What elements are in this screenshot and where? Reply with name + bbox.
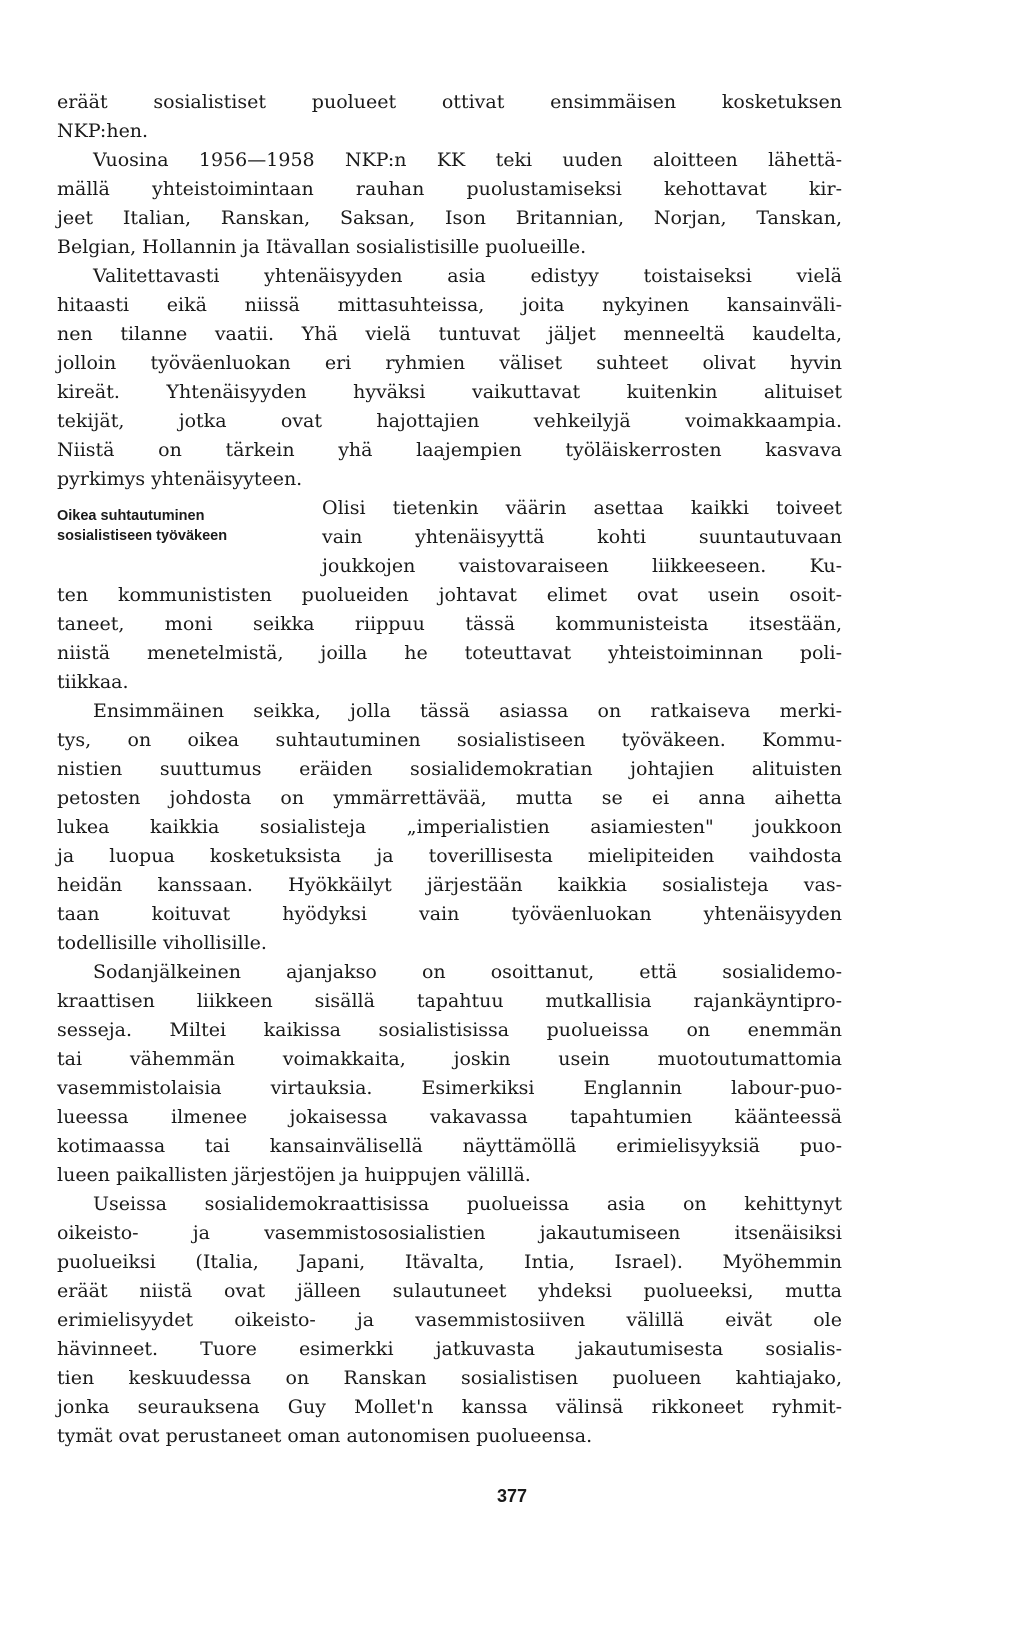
text-line: ja luopua kosketuksista ja toverillisesta mielipiteiden vaihdosta (57, 845, 842, 867)
text-line: mällä yhteistoimintaan rauhan puolustamiseksi kehottavat kir- (57, 178, 842, 200)
text-line: tiikkaa. (57, 671, 129, 693)
text-line: eräät niistä ovat jälleen sulautuneet yhdeksi puolueeksi, mutta (57, 1280, 842, 1302)
text-line: lueen paikallisten järjestöjen ja huippujen välillä. (57, 1164, 531, 1186)
text-line: puolueiksi (Italia, Japani, Itävalta, Intia, Israel). Myöhemmin (57, 1251, 842, 1273)
text-block-upper (57, 88, 842, 494)
text-line: Belgian, Hollannin ja Itävallan sosialistisille puolueille. (57, 236, 587, 258)
text-line: tai vähemmän voimakkaita, joskin usein muotoutumattomia (57, 1048, 842, 1070)
text-line: vasemmistolaisia virtauksia. Esimerkiksi Englannin labour-puo- (57, 1077, 842, 1099)
text-line: jeet Italian, Ranskan, Saksan, Ison Britannian, Norjan, Tanskan, (57, 207, 842, 229)
text-line: petosten johdosta on ymmärrettävää, mutta se ei anna aihetta (57, 787, 842, 809)
page-body (57, 88, 842, 1451)
text-line: jonka seurauksena Guy Mollet'n kanssa välinsä rikkoneet ryhmit- (57, 1396, 842, 1418)
text-line: kireät. Yhtenäisyyden hyväksi vaikuttavat kuitenkin alituiset (57, 381, 842, 403)
text-line: eräät sosialistiset puolueet ottivat ensimmäisen kosketuksen (57, 91, 842, 113)
text-line: heidän kanssaan. Hyökkäilyt järjestään kaikkia sosialisteja vas- (57, 874, 842, 896)
side-heading-line: Oikea suhtautuminen (57, 508, 205, 524)
text-line: Vuosina 1956—1958 NKP:n KK teki uuden aloitteen lähettä- (93, 149, 842, 171)
text-line: taan koituvat hyödyksi vain työväenluokan yhtenäisyyden (57, 903, 842, 925)
text-line: pyrkimys yhtenäisyyteen. (57, 468, 303, 490)
text-line: lueessa ilmenee jokaisessa vakavassa tapahtumien käänteessä (57, 1106, 842, 1128)
side-heading-block (57, 494, 842, 581)
text-line: NKP:hen. (57, 120, 149, 142)
text-line: Niistä on tärkein yhä laajempien työläiskerrosten kasvava (57, 439, 842, 461)
text-line: nen tilanne vaatii. Yhä vielä tuntuvat jäljet menneeltä kaudelta, (57, 323, 842, 345)
text-line: sesseja. Miltei kaikissa sosialistisissa puolueissa on enemmän (57, 1019, 842, 1041)
side-heading-line: sosialistiseen työväkeen (57, 528, 228, 544)
text-line: joukkojen vaistovaraiseen liikkeeseen. Ku- (322, 555, 842, 577)
text-line: kotimaassa tai kansainvälisellä näyttämöllä erimielisyyksiä puo- (57, 1135, 842, 1157)
text-line: Olisi tietenkin väärin asettaa kaikki toiveet (322, 497, 842, 519)
text-line: todellisille vihollisille. (57, 932, 267, 954)
text-line: tien keskuudessa on Ranskan sosialistisen puolueen kahtiajako, (57, 1367, 842, 1389)
text-line: hävinneet. Tuore esimerkki jatkuvasta jakautumisesta sosialis- (57, 1338, 842, 1360)
text-line: Ensimmäinen seikka, jolla tässä asiassa on ratkaiseva merki- (93, 700, 842, 722)
text-line: oikeisto- ja vasemmistososialistien jakautumiseen itsenäisiksi (57, 1222, 842, 1244)
text-line: Valitettavasti yhtenäisyyden asia edistyy toistaiseksi vielä (93, 265, 842, 287)
text-line: tymät ovat perustaneet oman autonomisen puolueensa. (57, 1425, 593, 1447)
text-line: tys, on oikea suhtautuminen sosialistiseen työväkeen. Kommu- (57, 729, 842, 751)
text-line: vain yhtenäisyyttä kohti suuntautuvaan (322, 526, 842, 548)
text-line: ten kommunististen puolueiden johtavat elimet ovat usein osoit- (57, 584, 842, 606)
text-line: erimielisyydet oikeisto- ja vasemmistosiiven välillä eivät ole (57, 1309, 842, 1331)
text-line: lukea kaikkia sosialisteja „imperialistien asiamiesten" joukkoon (57, 816, 842, 838)
page-number: 377 (496, 1486, 528, 1506)
text-line: Sodanjälkeinen ajanjakso on osoittanut, että sosialidemo- (93, 961, 842, 983)
text-line: Useissa sosialidemokraattisissa puolueissa asia on kehittynyt (93, 1193, 842, 1215)
side-heading (57, 506, 307, 546)
text-block-lower (57, 581, 842, 1451)
text-line: taneet, moni seikka riippuu tässä kommunisteista itsestään, (57, 613, 842, 635)
text-line: tekijät, jotka ovat hajottajien vehkeilyjä voimakkaampia. (57, 410, 842, 432)
text-line: niistä menetelmistä, joilla he toteuttavat yhteistoiminnan poli- (57, 642, 842, 664)
text-line: nistien suuttumus eräiden sosialidemokratian johtajien alituisten (57, 758, 842, 780)
text-line: kraattisen liikkeen sisällä tapahtuu mutkallisia rajankäyntipro- (57, 990, 842, 1012)
text-line: hitaasti eikä niissä mittasuhteissa, joita nykyinen kansainväli- (57, 294, 842, 316)
text-line: jolloin työväenluokan eri ryhmien väliset suhteet olivat hyvin (57, 352, 842, 374)
